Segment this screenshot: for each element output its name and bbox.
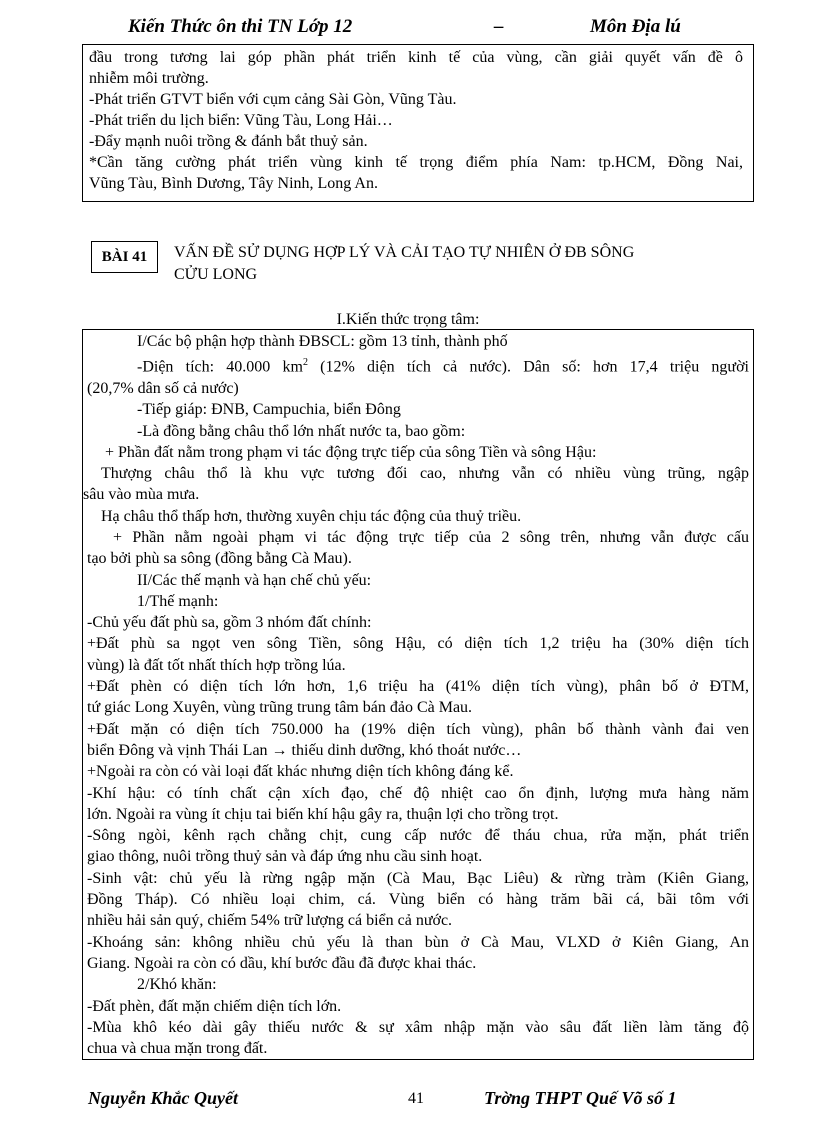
text-line: -Khoáng sản: không nhiều chủ yếu là than bùn ở Cà Mau, VLXD ở Kiên Giang, An	[87, 933, 749, 951]
text-line: -Là đồng bằng châu thổ lớn nhất nước ta, bao gồm:	[137, 422, 466, 440]
text-line: -Phát triển du lịch biển: Vũng Tàu, Long Hải…	[89, 112, 393, 129]
text-line: -Chủ yếu đất phù sa, gồm 3 nhóm đất chính:	[87, 614, 372, 632]
text-line: -Tiếp giáp: ĐNB, Campuchia, biển Đông	[137, 401, 401, 419]
text-line: +Ngoài ra còn có vài loại đất khác nhưng diện tích không đáng kể.	[87, 763, 514, 781]
page-number: 41	[408, 1090, 424, 1107]
text-line: +Đất phù sa ngọt ven sông Tiền, sông Hậu, có diện tích 1,2 triệu ha (30% diện tích	[87, 635, 749, 653]
text-line: -Mùa khô kéo dài gây thiếu nước & sự xâm nhập mặn vào sâu đất liền làm tăng độ	[87, 1018, 749, 1036]
lesson-label: BÀI 41	[91, 241, 158, 273]
text-line: nhiều hải sản quý, chiếm 54% trữ lượng cá biển cả nước.	[87, 912, 453, 930]
text-line: -Đất phèn, đất mặn chiếm diện tích lớn.	[87, 997, 342, 1015]
text-line: lớn. Ngoài ra vùng ít chịu tai biến khí hậu gây ra, thuận lợi cho trồng trọt.	[87, 805, 559, 823]
text-line: vùng) là đất tốt nhất thích hợp trồng lúa.	[87, 656, 346, 674]
text-line: +Đất mặn có diện tích 750.000 ha (19% diện tích vùng), phân bố thành vành đai ven	[87, 720, 749, 738]
text-line: đầu trong tương lai góp phần phát triển kinh tế của vùng, cần giải quyết vấn đề ô	[89, 49, 743, 66]
text-line: Giang. Ngoài ra còn có dầu, khí bước đầu đã được khai thác.	[87, 954, 477, 972]
text-line: biển Đông và vịnh Thái Lan → thiếu dinh dưỡng, khó thoát nước…	[87, 741, 522, 759]
text-line: -Sinh vật: chủ yếu là rừng ngập mặn (Cà Mau, Bạc Liêu) & rừng tràm (Kiên Giang,	[87, 869, 749, 887]
superscript: 2	[302, 357, 308, 369]
text-line: -Sông ngòi, kênh rạch chằng chịt, cung cấp nước để tháu chua, rửa mặn, phát triển	[87, 827, 749, 845]
text-line: -Khí hậu: có tính chất cận xích đạo, chế độ nhiệt cao ổn định, lượng mưa hàng năm	[87, 784, 749, 802]
text-line: sâu vào mùa mưa.	[83, 486, 200, 504]
text-line: Thượng châu thổ là khu vực tương đối cao, nhưng vẫn có nhiều vùng trũng, ngập	[101, 465, 749, 483]
text-line: chua và chua mặn trong đất.	[87, 1040, 268, 1058]
text-line: tứ giác Long Xuyên, vùng trũng trung tâm bán đảo Cà Mau.	[87, 699, 473, 717]
text-span: (12% diện tích cả nước). Dân số: hơn 17,4 triệu người	[307, 358, 749, 376]
lesson-title-line1: VẤN ĐỀ SỬ DỤNG HỢP LÝ VÀ CẢI TẠO TỰ NHIÊN Ở ĐB SÔNG	[174, 244, 635, 261]
text-line: tạo bởi phù sa sông (đồng bằng Cà Mau).	[87, 550, 352, 568]
footer-author: Nguyễn Khắc Quyết	[88, 1088, 238, 1108]
text-line: I/Các bộ phận hợp thành ĐBSCL: gồm 13 tỉnh, thành phố	[137, 333, 508, 350]
text-line: (20,7% dân số cả nước)	[87, 379, 239, 397]
text-line: Đồng Tháp). Có nhiều loại chim, cá. Vùng biển có hàng trăm bãi cá, bãi tôm với	[87, 891, 749, 909]
text-line: + Phần nằm ngoài phạm vi tác động trực tiếp của 2 sông trên, nhưng vẫn được cấu	[113, 529, 749, 546]
text-span: -Diện tích: 40.000 km	[137, 358, 303, 376]
header-left: Kiến Thức ôn thi TN Lớp 12	[128, 16, 353, 37]
header-right: Môn Địa lú	[590, 16, 681, 37]
text-line: II/Các thế mạnh và hạn chế chủ yếu:	[137, 571, 372, 589]
text-line: 2/Khó khăn:	[137, 976, 217, 994]
text-line: + Phần đất nằm trong phạm vi tác động trực tiếp của sông Tiền và sông Hậu:	[105, 443, 597, 461]
text-line: -Phát triển GTVT biển với cụm cảng Sài Gòn, Vũng Tàu.	[89, 91, 457, 108]
footer-school: Trờng THPT Quế Võ số 1	[484, 1088, 677, 1108]
lesson-title	[174, 242, 634, 286]
text-line: Hạ châu thổ thấp hơn, thường xuyên chịu tác động của thuỷ triều.	[101, 507, 522, 525]
text-line: +Đất phèn có diện tích lớn hơn, 1,6 triệu ha (41% diện tích vùng), phân bố ở ĐTM,	[87, 678, 749, 696]
text-line	[83, 352, 753, 378]
text-line: *Cần tăng cường phát triển vùng kinh tế trọng điểm phía Nam: tp.HCM, Đồng Nai,	[89, 154, 743, 171]
top-text-box	[82, 44, 754, 202]
text-line: 1/Thế mạnh:	[137, 592, 219, 610]
text-line: Vũng Tàu, Bình Dương, Tây Ninh, Long An.	[89, 175, 378, 192]
lesson-title-line2: CỬU LONG	[174, 266, 258, 283]
text-line: giao thông, nuôi trồng thuỷ sản và đáp ứng nhu cầu sinh hoạt.	[87, 848, 483, 866]
text-line: -Đẩy mạnh nuôi trồng & đánh bắt thuỷ sản.	[89, 133, 368, 150]
section-title: I.Kiến thức trọng tâm:	[336, 311, 480, 328]
main-content-box	[82, 329, 754, 1060]
header-dash: –	[494, 16, 504, 37]
text-line: nhiễm môi trường.	[89, 70, 209, 87]
